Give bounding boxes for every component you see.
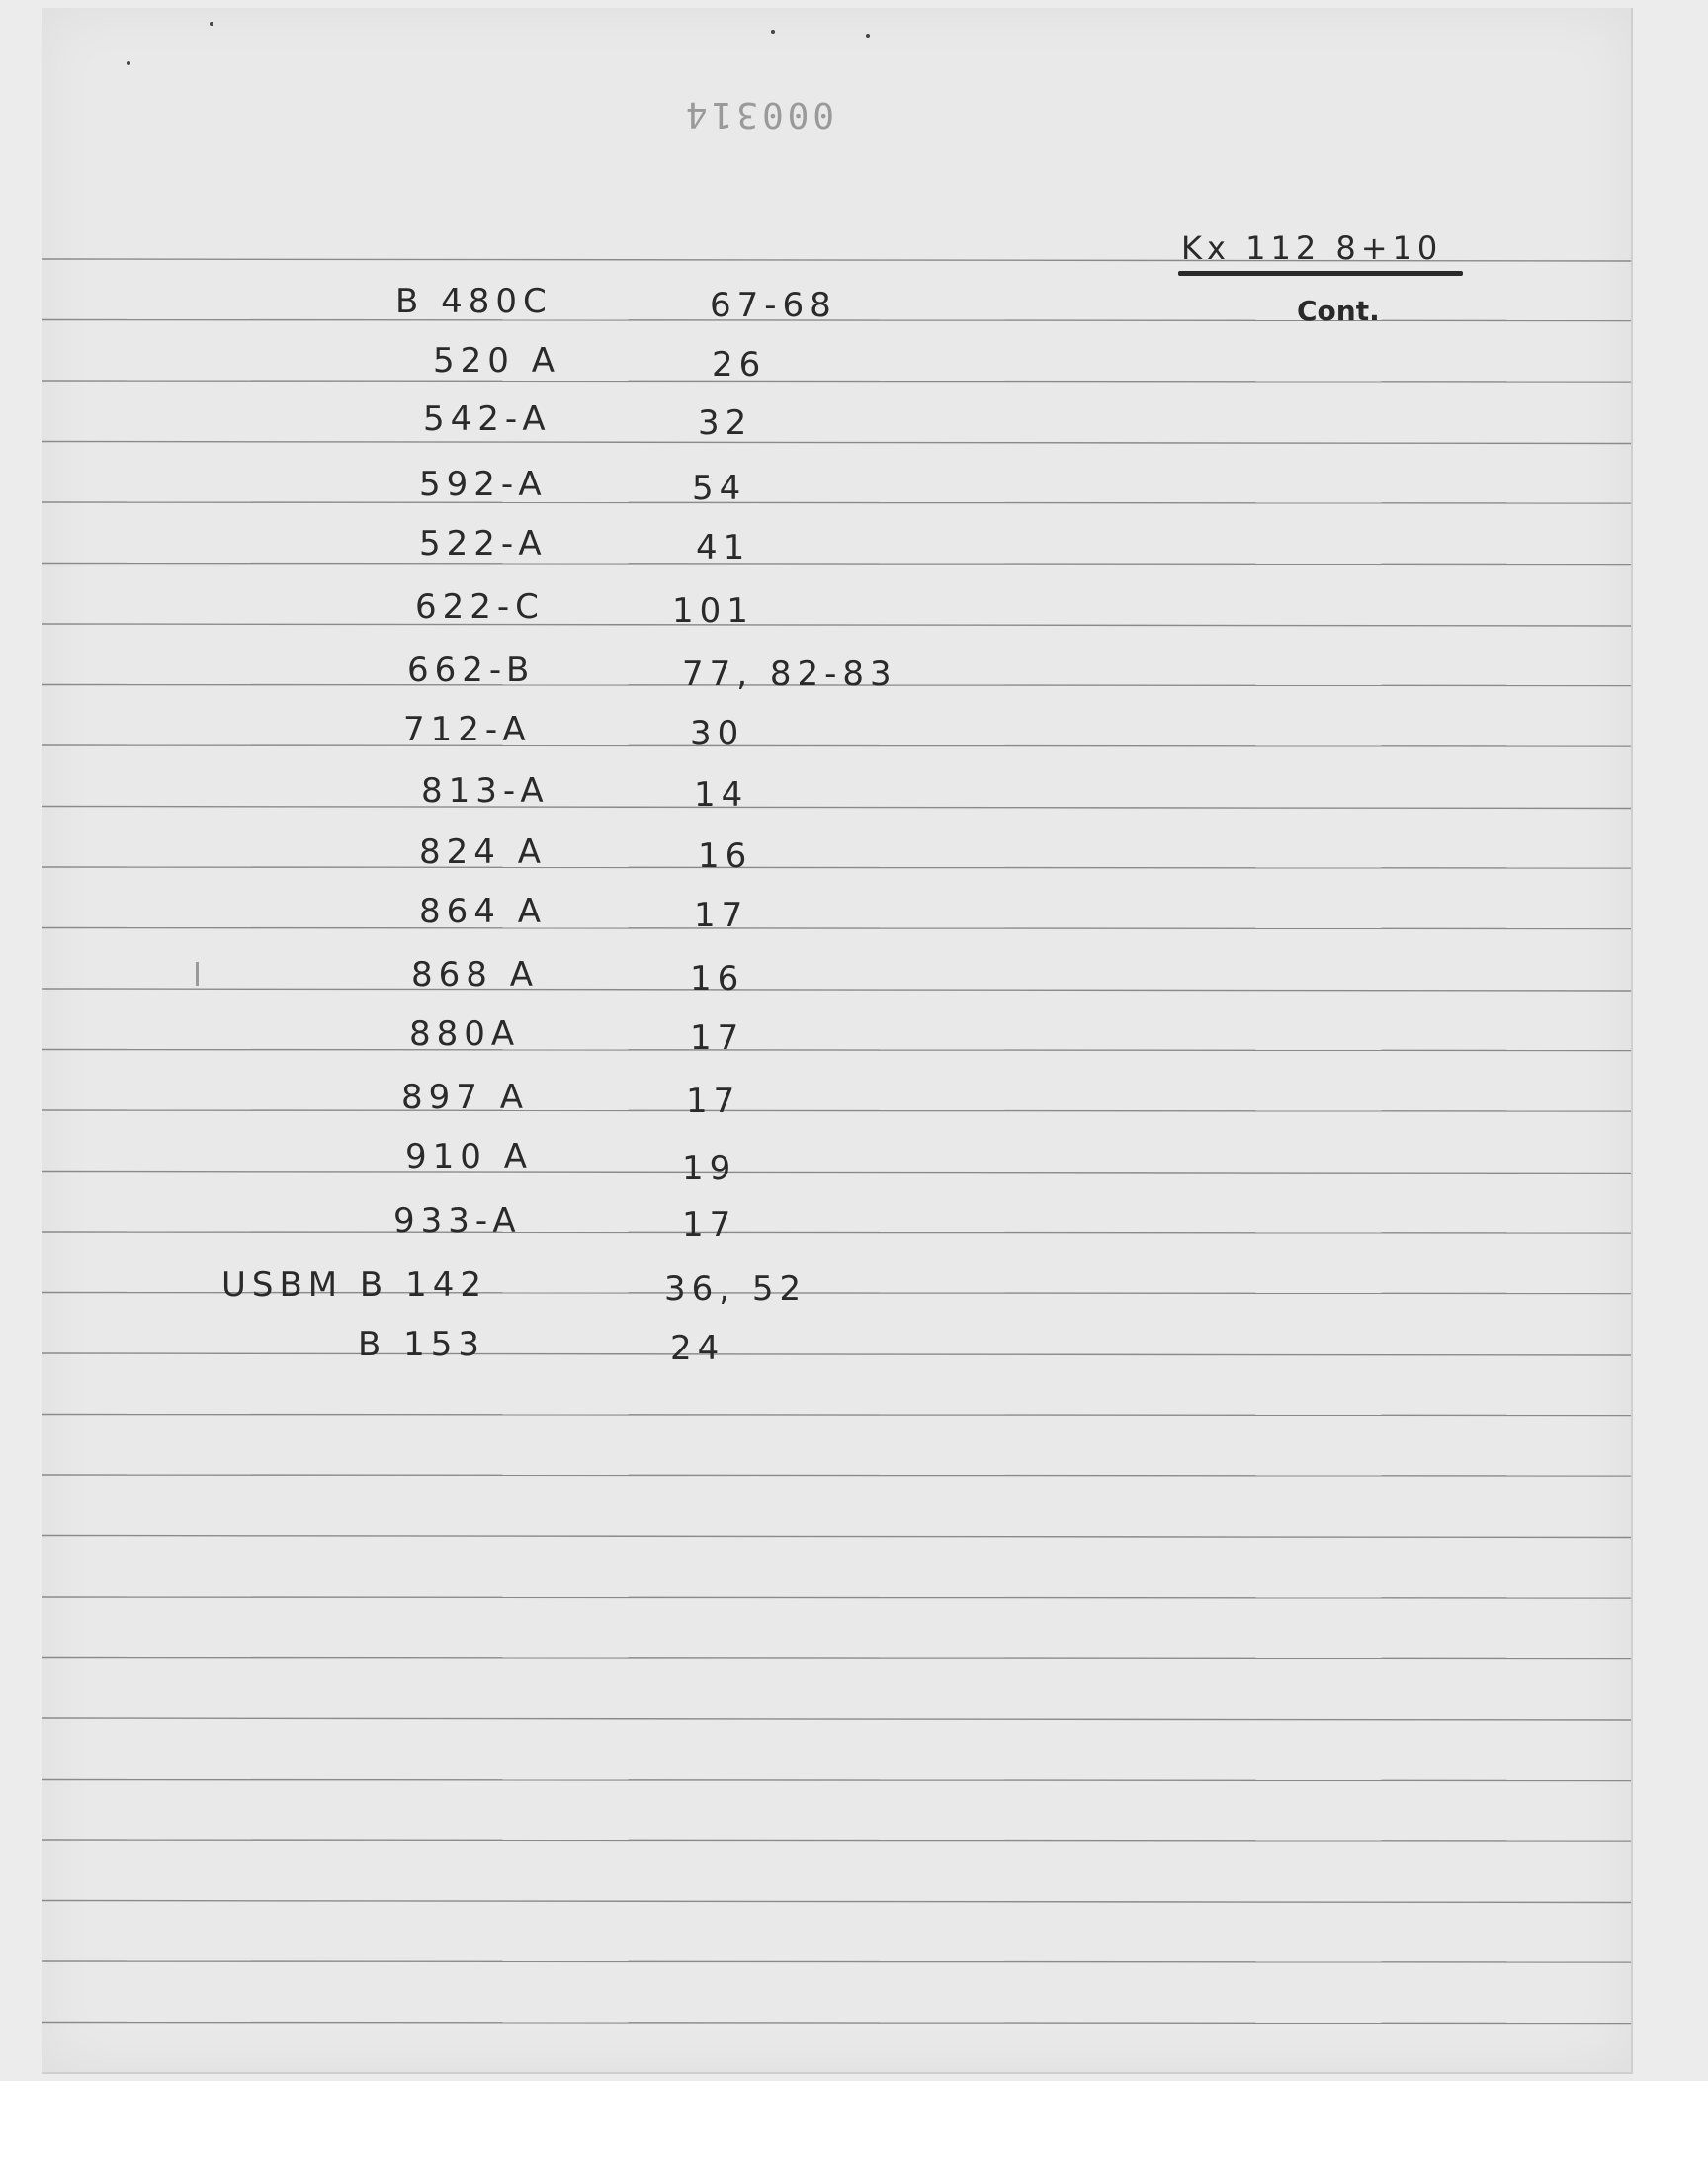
ruled-line — [42, 1353, 1631, 1355]
continued-note: Cont. — [1297, 295, 1380, 327]
entry-id: B 153 — [358, 1325, 486, 1364]
entry-pages: 101 — [672, 591, 754, 631]
ruled-line — [42, 1050, 1631, 1051]
speck — [771, 30, 775, 34]
ruled-line — [42, 1961, 1631, 1962]
entry-pages: 54 — [692, 469, 747, 508]
page-stamp-number: 000314 — [682, 94, 835, 134]
entry-pages: 67-68 — [710, 286, 837, 325]
entry-id: 520 A — [433, 341, 560, 381]
ruled-line — [42, 867, 1631, 868]
entry-pages: 24 — [670, 1329, 726, 1368]
ruled-line — [42, 381, 1631, 382]
entry-pages: 17 — [690, 1018, 745, 1058]
ruled-line — [42, 1780, 1631, 1781]
entry-id: 910 A — [405, 1137, 533, 1176]
ruled-line — [42, 928, 1631, 929]
ruled-line — [42, 1415, 1631, 1416]
ruled-line — [42, 564, 1631, 565]
entry-pages: 16 — [690, 959, 745, 999]
ruled-line — [42, 1658, 1631, 1659]
ruled-line — [42, 502, 1631, 503]
ruled-line — [42, 1840, 1631, 1841]
ruled-line — [42, 807, 1631, 809]
entry-pages: 17 — [686, 1082, 741, 1121]
entry-pages: 77, 82-83 — [682, 654, 897, 694]
entry-pages: 36, 52 — [664, 1269, 808, 1309]
entry-id: 824 A — [419, 832, 547, 872]
ruled-line — [42, 1718, 1631, 1720]
entry-id: 622-C — [415, 587, 545, 627]
entry-id: 868 A — [411, 955, 539, 995]
entry-pages: 16 — [698, 836, 753, 876]
entry-pages: 30 — [690, 714, 745, 753]
entry-pages: 17 — [682, 1205, 737, 1245]
ruled-line — [42, 745, 1631, 746]
entry-id: 864 A — [419, 892, 547, 931]
entry-pages: 32 — [698, 403, 753, 443]
entry-id: 897 A — [401, 1078, 529, 1117]
header-underline — [1178, 271, 1463, 276]
speck — [210, 22, 214, 26]
notebook-page — [42, 8, 1633, 2074]
entry-id: USBM B 142 — [221, 1265, 487, 1305]
ruled-line — [42, 1232, 1631, 1233]
page-header-reference: Kx 112 8+10 — [1181, 229, 1443, 267]
entry-id: 542-A — [423, 399, 552, 439]
ruled-line — [42, 1597, 1631, 1598]
speck — [866, 34, 870, 38]
entry-id: 592-A — [419, 465, 548, 504]
entry-id: 712-A — [403, 710, 532, 749]
entry-pages: 26 — [712, 345, 767, 385]
entry-id: 933-A — [393, 1201, 522, 1241]
ruled-line — [42, 442, 1631, 444]
ruled-line — [42, 2023, 1631, 2024]
entry-id: B 480C — [395, 282, 553, 321]
ruled-line — [42, 1475, 1631, 1476]
ruled-line — [42, 1110, 1631, 1111]
entry-id: 522-A — [419, 524, 548, 564]
entry-id: 813-A — [421, 771, 550, 811]
ruled-line — [42, 624, 1631, 626]
ruled-line — [42, 1901, 1631, 1903]
entry-pages: 19 — [682, 1149, 737, 1188]
entry-pages: 14 — [694, 775, 749, 815]
entry-id: 880A — [409, 1014, 521, 1054]
ruled-line — [42, 1172, 1631, 1174]
entry-id: 662-B — [407, 651, 536, 690]
ruled-line — [42, 1536, 1631, 1538]
entry-pages: 17 — [694, 896, 749, 935]
speck — [127, 61, 130, 65]
margin-mark — [196, 962, 199, 986]
entry-pages: 41 — [696, 528, 751, 567]
ruled-line — [42, 989, 1631, 991]
